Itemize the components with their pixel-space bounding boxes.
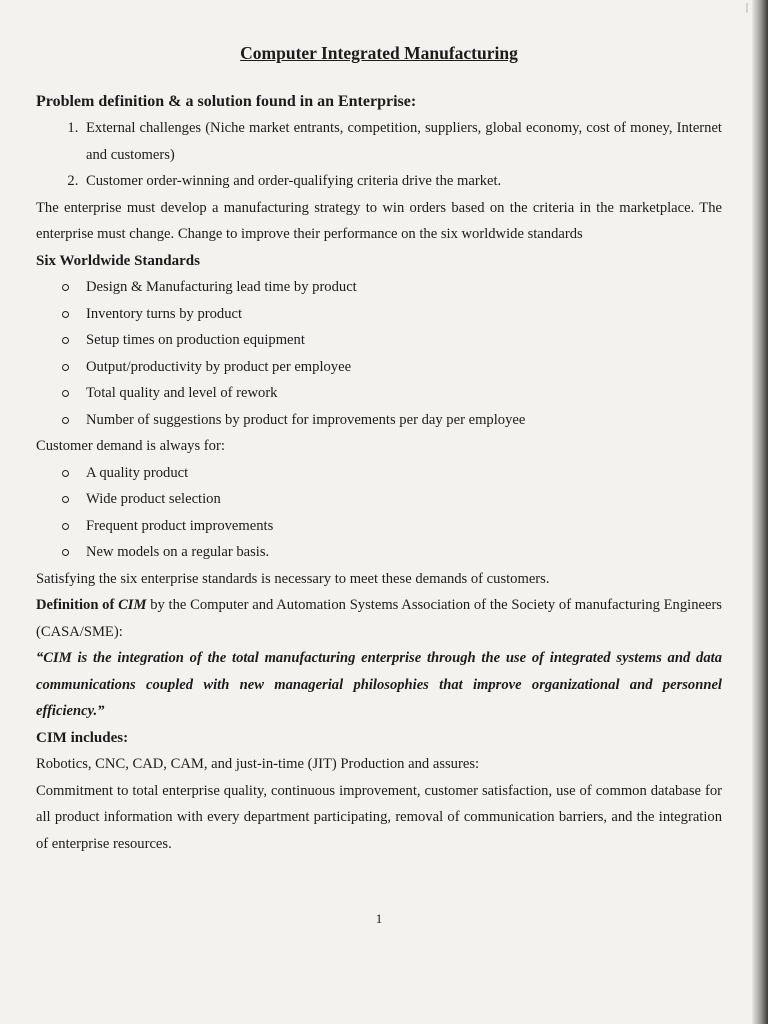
list-item: Wide product selection bbox=[84, 486, 722, 513]
list-item: Inventory turns by product bbox=[84, 301, 722, 328]
definition-rest: by the Computer and Automation Systems Association of the Society of manufacturing Engineers (CASA/SME): bbox=[36, 597, 722, 640]
standards-heading: Six Worldwide Standards bbox=[36, 252, 200, 269]
strategy-paragraph: The enterprise must develop a manufacturing strategy to win orders based on the criteria in the marketplace. The enterprise must change. Change to improve their performance on the six worldwide standards bbox=[36, 199, 722, 242]
page-title: Computer Integrated Manufacturing bbox=[240, 43, 518, 63]
corner-mark: | bbox=[745, 2, 748, 13]
problem-heading: Problem definition & a solution found in an Enterprise: bbox=[36, 92, 417, 110]
commitment-paragraph: Commitment to total enterprise quality, continuous improvement, customer satisfaction, use of common database for all product information with every department participating, removal of communication barriers, and the integration of enterprise resources. bbox=[36, 782, 722, 852]
cim-quote: “CIM is the integration of the total manufacturing enterprise through the use of integrated systems and data communications coupled with new managerial philosophies that improve organizational and personnel efficiency.” bbox=[36, 650, 722, 719]
demand-intro: Customer demand is always for: bbox=[36, 438, 225, 454]
definition-term: CIM bbox=[118, 597, 147, 613]
list-item: 2. Customer order-winning and order-qualifying criteria drive the market. bbox=[82, 168, 722, 195]
satisfying-paragraph: Satisfying the six enterprise standards is necessary to meet these demands of customers. bbox=[36, 570, 550, 587]
page-number: 1 bbox=[375, 911, 383, 926]
standards-list bbox=[36, 274, 722, 433]
definition-paragraph bbox=[36, 592, 722, 645]
list-item: A quality product bbox=[84, 460, 722, 487]
document-page bbox=[36, 40, 722, 926]
list-item: New models on a regular basis. bbox=[84, 539, 722, 566]
list-item: Number of suggestions by product for improvements per day per employee bbox=[84, 407, 722, 434]
definition-label: Definition of bbox=[36, 597, 115, 613]
list-item: Design & Manufacturing lead time by product bbox=[84, 274, 722, 301]
includes-line: Robotics, CNC, CAD, CAM, and just-in-time (JIT) Production and assures: bbox=[36, 756, 480, 772]
list-item: Frequent product improvements bbox=[84, 513, 722, 540]
list-item: Total quality and level of rework bbox=[84, 380, 722, 407]
list-item: 1. External challenges (Niche market entrants, competition, suppliers, global economy, cost of money, Internet and customers) bbox=[82, 115, 722, 168]
challenges-list bbox=[36, 115, 722, 195]
page-edge-shadow bbox=[752, 0, 768, 1024]
list-item: Output/productivity by product per employee bbox=[84, 354, 722, 381]
demands-list bbox=[36, 460, 722, 566]
list-item: Setup times on production equipment bbox=[84, 327, 722, 354]
includes-heading: CIM includes: bbox=[36, 729, 129, 746]
